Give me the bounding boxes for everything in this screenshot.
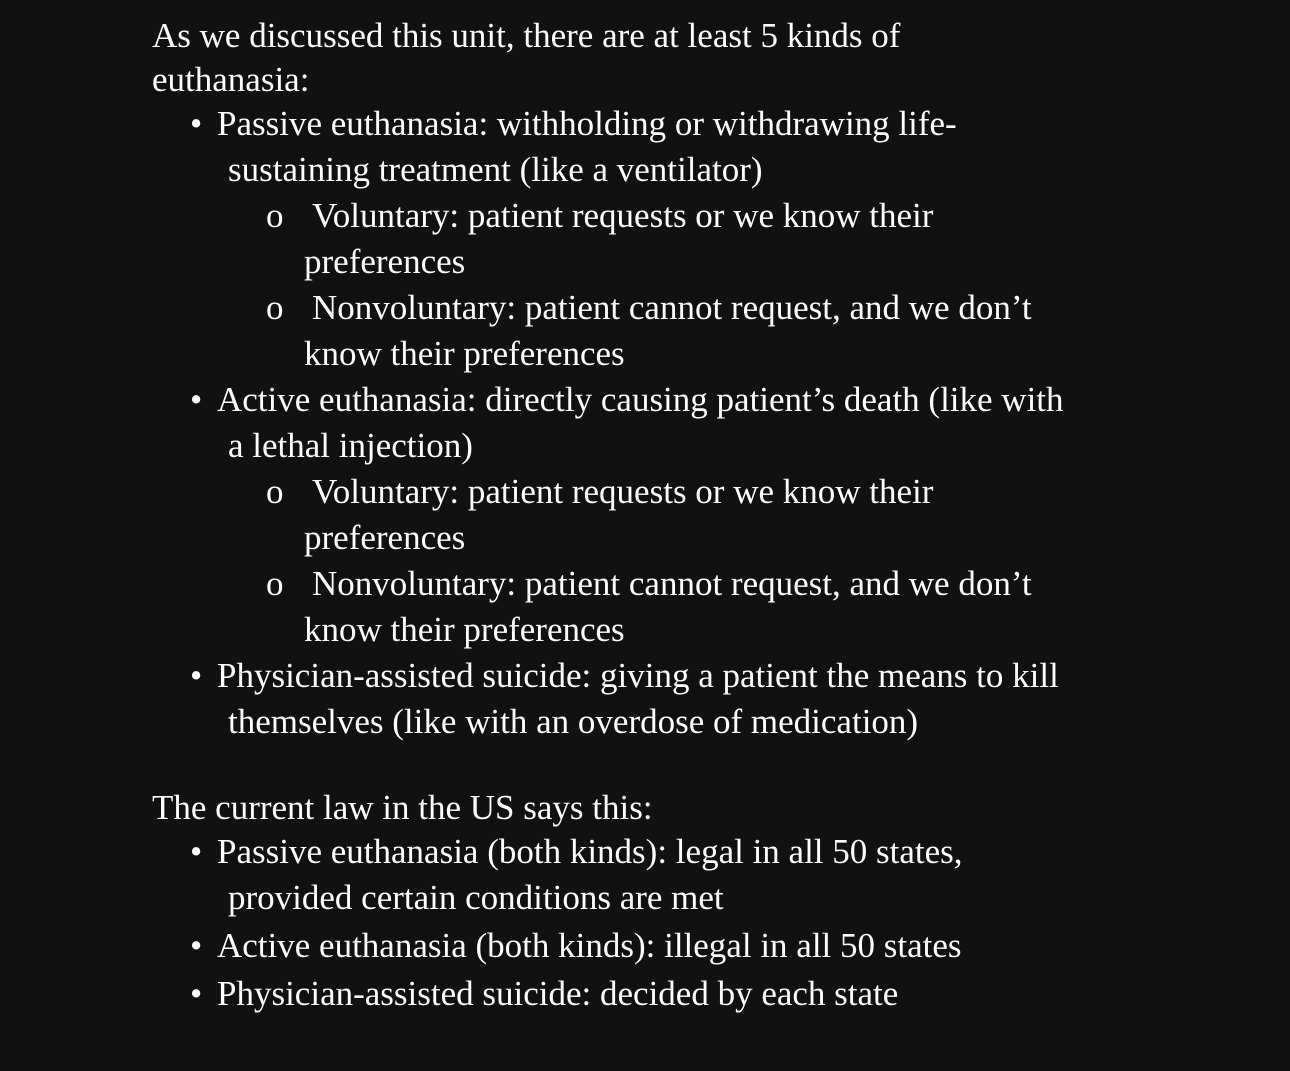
list-item-physician-assisted-suicide xyxy=(152,654,1152,746)
intro-text-line-2: euthanasia: xyxy=(152,60,310,99)
sub-list-item-text: Voluntary: patient requests or we know their xyxy=(312,472,934,511)
list-item-text: Active euthanasia (both kinds): illegal in all 50 states xyxy=(217,926,962,965)
list-item-active-euthanasia xyxy=(152,378,1152,654)
bullet-icon: • xyxy=(190,832,203,871)
list-item-text: Physician-assisted suicide: decided by each state xyxy=(217,974,899,1013)
list-item-text-cont: a lethal injection) xyxy=(228,426,473,465)
sub-list-item-text-cont: know their preferences xyxy=(304,334,625,373)
law-item-active xyxy=(152,922,1152,970)
sub-list-item-voluntary xyxy=(152,470,1152,562)
sub-list-item-text-cont: know their preferences xyxy=(304,610,625,649)
list-item-text: Physician-assisted suicide: giving a patient the means to kill xyxy=(217,656,1059,695)
list-item-text-cont: themselves (like with an overdose of medication) xyxy=(228,702,919,741)
intro-text-line-1: As we discussed this unit, there are at least 5 kinds of xyxy=(152,16,901,55)
list-item-text-cont: provided certain conditions are met xyxy=(228,878,724,917)
law-intro-text: The current law in the US says this: xyxy=(152,788,653,827)
sub-list-item-text: Voluntary: patient requests or we know their xyxy=(312,196,934,235)
list-item-text: Active euthanasia: directly causing patient’s death (like with xyxy=(217,380,1064,419)
hollow-bullet-icon: o xyxy=(266,196,284,235)
sub-list-item-text-cont: preferences xyxy=(304,242,466,281)
document-body xyxy=(152,14,1152,1018)
list-item-text: Passive euthanasia (both kinds): legal in all 50 states, xyxy=(217,832,963,871)
law-item-physician-assisted-suicide xyxy=(152,970,1152,1018)
sub-list-item-nonvoluntary xyxy=(152,562,1152,654)
bullet-icon: • xyxy=(190,926,203,965)
sub-list-item-text: Nonvoluntary: patient cannot request, and we don’t xyxy=(312,288,1032,327)
hollow-bullet-icon: o xyxy=(266,288,284,327)
bullet-icon: • xyxy=(190,974,203,1013)
hollow-bullet-icon: o xyxy=(266,472,284,511)
bullet-icon: • xyxy=(190,380,203,419)
bullet-icon: • xyxy=(190,656,203,695)
sub-list-item-text-cont: preferences xyxy=(304,518,466,557)
sub-list-item-voluntary xyxy=(152,194,1152,286)
sub-list-item-nonvoluntary xyxy=(152,286,1152,378)
law-item-passive xyxy=(152,830,1152,922)
hollow-bullet-icon: o xyxy=(266,564,284,603)
bullet-icon: • xyxy=(190,104,203,143)
sub-list-item-text: Nonvoluntary: patient cannot request, and we don’t xyxy=(312,564,1032,603)
list-item-text-cont: sustaining treatment (like a ventilator) xyxy=(228,150,763,189)
list-item-passive-euthanasia xyxy=(152,102,1152,378)
list-item-text: Passive euthanasia: withholding or withdrawing life- xyxy=(217,104,957,143)
